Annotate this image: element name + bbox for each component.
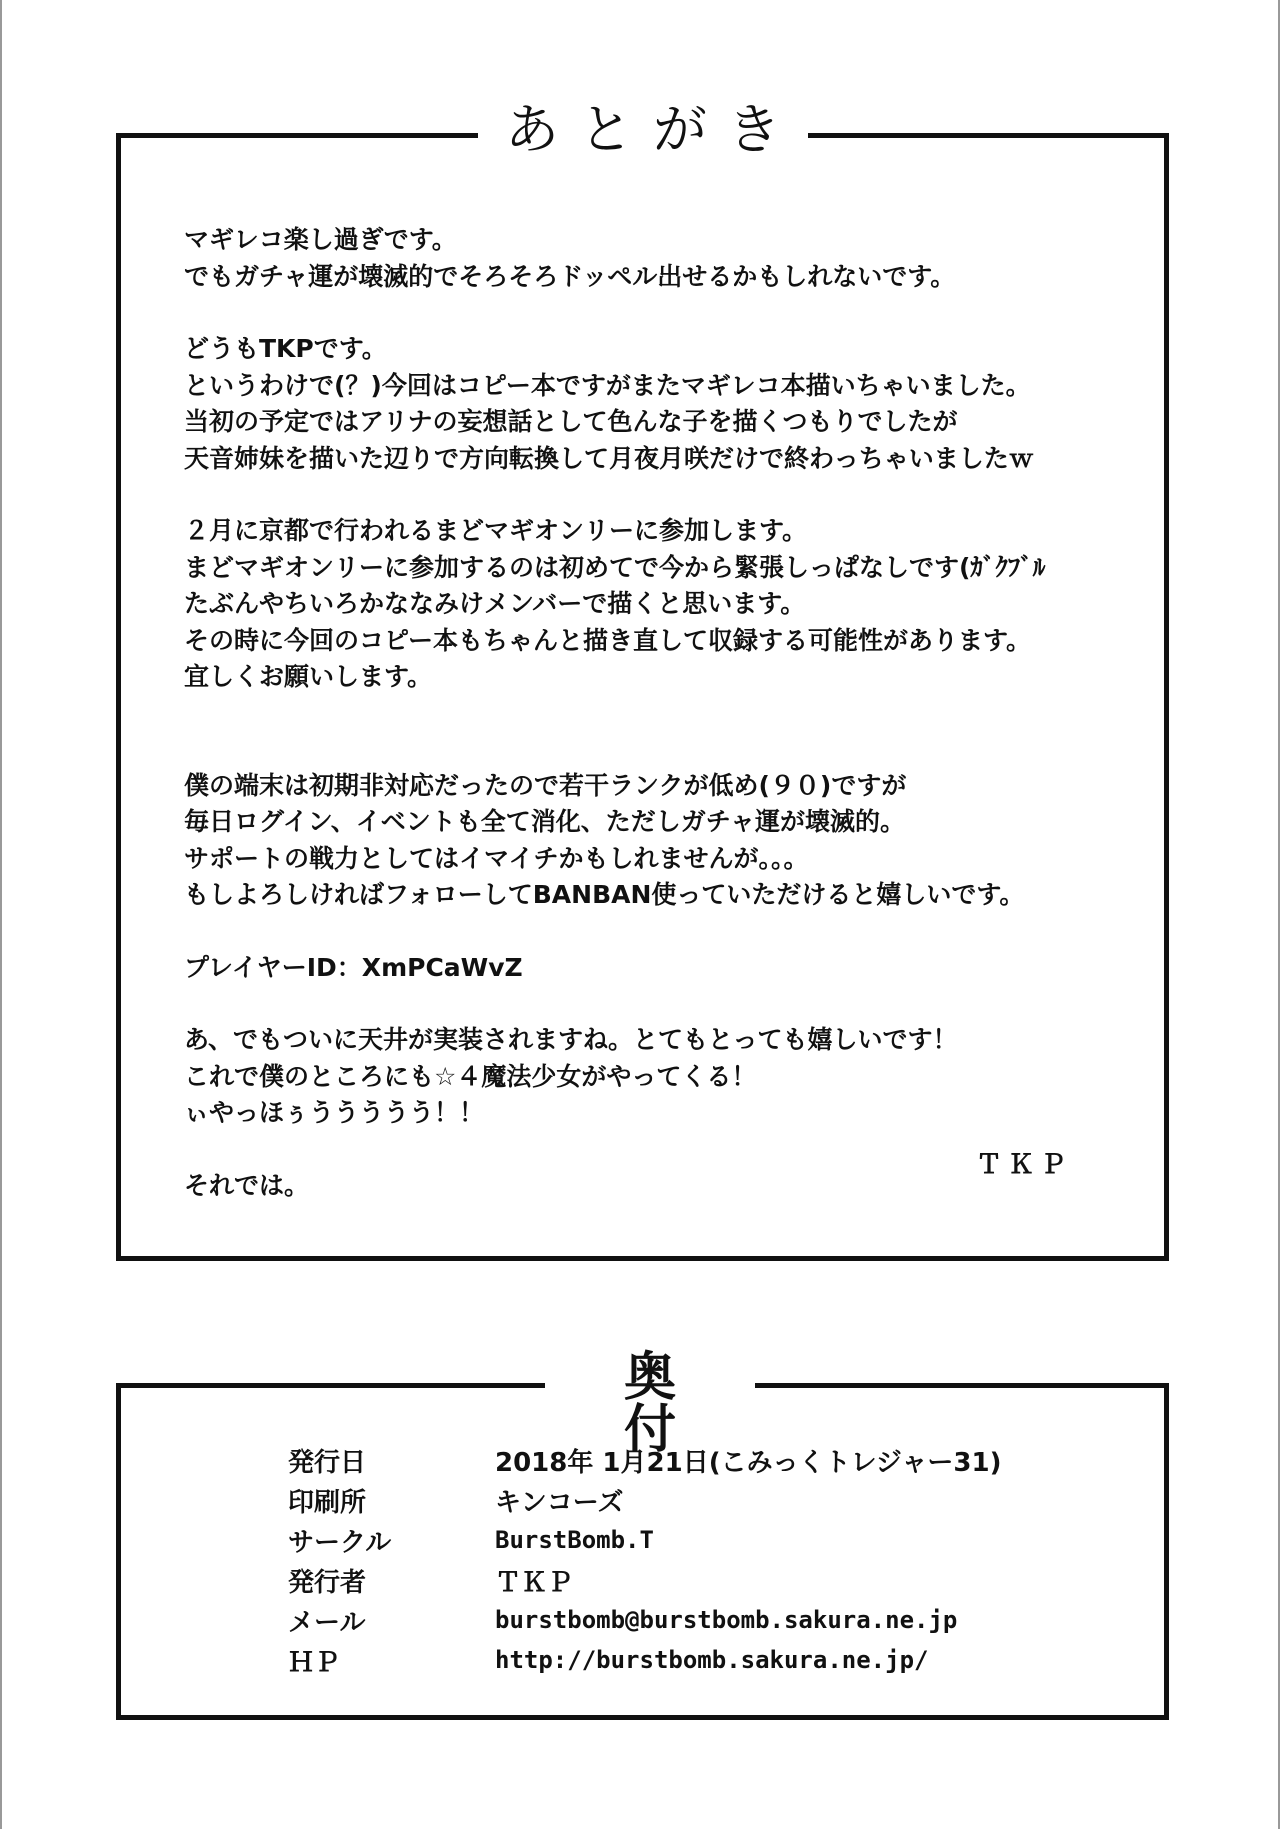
colophon-label: ＨＰ [288,1647,341,1678]
colophon-row [288,1600,1001,1640]
afterword-line: ２月に京都で行われるまどマギオンリーに参加します。 [184,516,808,545]
afterword-line: 僕の端末は初期非対応だったので若干ランクが低め(９０)ですが [184,770,907,800]
colophon-label: 発行者 [288,1567,367,1598]
afterword-line: 毎日ログイン、イベントも全て消化、ただしガチャ運が壊滅的。 [184,807,906,836]
afterword-paragraph [184,768,1144,914]
afterword-line: これで僕のところにも☆４魔法少女がやってくる！ [184,1061,757,1091]
colophon-label: サークル [288,1527,392,1558]
afterword-paragraph [184,1022,1144,1132]
afterword-line: まどマギオンリーに参加するのは初めてで今から緊張しっぱなしです(ｶﾞｸﾌﾞﾙ [184,552,1046,582]
afterword-title: あとがき [478,103,808,167]
afterword-line: 天音姉妹を描いた辺りで方向転換して月夜月咲だけで終わっちゃいましたｗ [184,443,1034,473]
colophon-label: メール [288,1607,366,1638]
afterword-line: ぃやっほぅううううう！！ [184,1098,485,1127]
colophon-value: キンコーズ [495,1487,624,1518]
colophon-value: 2018年 1月21日(こみっくトレジャー31) [495,1447,1002,1478]
afterword-signature: ＴＫＰ [976,1150,1073,1180]
player-id-line: プレイヤーID：XmPCaWvZ [184,952,523,982]
afterword-line: それでは。 [184,1170,310,1200]
afterword-paragraph [184,222,1144,295]
afterword-line: サポートの戦力としてはイマイチかもしれませんが。。。 [184,843,809,873]
afterword-line: 当初の予定ではアリナの妄想話として色んな子を描くつもりでしたが [184,407,958,436]
colophon-label: 発行日 [288,1447,367,1478]
afterword-body [184,222,1144,1204]
colophon-row [288,1640,1001,1680]
email-value: burstbomb@burstbomb.sakura.ne.jp [495,1606,958,1634]
colophon-row [288,1560,1001,1600]
afterword-line: 宜しくお願いします。 [184,662,433,691]
colophon-row [288,1440,1001,1480]
afterword-line: マギレコ楽し過ぎです。 [184,225,457,254]
colophon-row [288,1480,1001,1520]
colophon-title: 奥付 [545,1352,755,1416]
afterword-line: どうもTKPです。 [184,334,387,363]
colophon-label: 印刷所 [288,1487,367,1518]
page-edge-left [0,0,2,1829]
afterword-line: というわけで(？)今回はコピー本ですがまたマギレコ本描いちゃいました。 [184,370,1031,400]
homepage-url: http://burstbomb.sakura.ne.jp/ [495,1646,929,1674]
colophon-value: ＴＫＰ [495,1567,574,1598]
colophon-value: BurstBomb.T [495,1526,654,1554]
afterword-line: もしよろしければフォローしてBANBAN使っていただけると嬉しいです。 [184,880,1025,909]
afterword-line: その時に今回のコピー本もちゃんと描き直して収録する可能性があります。 [184,625,1032,655]
colophon-table [288,1440,1001,1680]
afterword-line: たぶんやちいろかななみけメンバーで描くと思います。 [184,589,806,618]
afterword-paragraph [184,950,1144,987]
afterword-paragraph [184,331,1144,477]
colophon-row [288,1520,1001,1560]
afterword-line: でもガチャ運が壊滅的でそろそろドッペル出せるかもしれないです。 [184,261,956,291]
afterword-line: あ、でもついに天井が実装されますね。とてもとっても嬉しいです！ [184,1025,958,1054]
afterword-paragraph [184,513,1144,696]
